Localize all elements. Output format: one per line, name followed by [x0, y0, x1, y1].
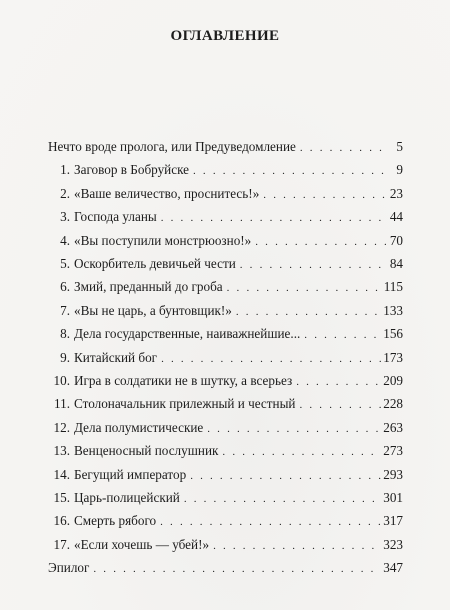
toc-dot-leader [184, 489, 381, 509]
toc-entry-number: 15. [53, 490, 70, 505]
toc-entry [48, 465, 403, 485]
toc-dot-leader [296, 372, 381, 392]
toc-entry-number: 10. [53, 373, 70, 388]
toc-entry-number: 11. [54, 396, 70, 412]
toc-entry-label [48, 418, 205, 438]
toc-dot-leader [227, 278, 382, 298]
toc-entry-number: 8. [60, 326, 70, 342]
toc-entry [48, 277, 403, 297]
toc-entry-title: Нечто вроде пролога, или Предуведомление [48, 139, 296, 154]
toc-entry-number: 4. [60, 232, 70, 248]
toc-page-number: 115 [383, 279, 403, 295]
toc-entry-label [48, 394, 298, 414]
toc-entry-title: Заговор в Бобруйске [74, 162, 190, 178]
toc-entry-title: Эпилог [48, 560, 90, 576]
toc-entry [48, 535, 403, 555]
toc-entry-number: 6. [60, 279, 70, 295]
toc-entry-label [48, 558, 91, 578]
toc-entry-title: «Ваше величество, проснитесь!» [74, 185, 260, 201]
toc-entry [48, 371, 403, 391]
toc-entry-title: Дела полумистические [74, 419, 204, 435]
toc-page-number: 347 [383, 560, 403, 576]
toc-page-number: 133 [383, 302, 403, 318]
toc-entry-title: Столоначальник прилежный и честный [74, 396, 296, 412]
toc-page-number: 44 [389, 209, 403, 225]
toc-dot-leader [193, 161, 387, 181]
toc-entry-number: 13. [53, 443, 70, 459]
toc-entry-title: Игра в солдатики не в шутку, а всерьез [74, 373, 293, 388]
toc-dot-leader [300, 395, 382, 415]
toc-entry-number: 9. [60, 349, 70, 365]
toc-dot-leader [207, 419, 381, 439]
toc-entry [48, 160, 403, 180]
toc-entry [48, 301, 403, 321]
toc-entry-label [48, 137, 298, 157]
toc-entry-label [48, 160, 191, 180]
toc-entry-number: 17. [53, 536, 70, 552]
toc-dot-leader [240, 255, 387, 275]
toc-page-number: 70 [389, 232, 403, 248]
toc-entry-label [48, 184, 261, 204]
toc-entry-label [48, 254, 238, 274]
toc-dot-leader [222, 442, 381, 462]
toc-entry-number: 14. [53, 466, 70, 482]
toc-entry-label [48, 348, 159, 368]
toc-page-number: 228 [383, 396, 403, 412]
toc-entry-label [48, 207, 159, 227]
toc-entry-title: Царь-полицейский [74, 490, 180, 505]
toc-entry [48, 137, 403, 157]
toc-page-number: 301 [383, 490, 403, 505]
toc-page-number: 156 [383, 326, 403, 342]
toc-page-number: 317 [383, 513, 403, 529]
toc-entry-title: Бегущий император [74, 466, 187, 482]
toc-entry [48, 441, 403, 461]
toc-page-number: 23 [389, 185, 403, 201]
toc-entry-number: 12. [53, 419, 70, 435]
toc-entry-label [48, 488, 182, 508]
toc-entry-title: Господа уланы [74, 209, 157, 225]
toc-dot-leader [304, 325, 381, 345]
toc-entry [48, 207, 403, 227]
toc-entry [48, 511, 403, 531]
toc-entry [48, 254, 403, 274]
toc-entry-number: 1. [60, 162, 70, 178]
toc-dot-leader [160, 512, 381, 532]
toc-page-number: 293 [383, 466, 403, 482]
toc-entry-number: 3. [60, 209, 70, 225]
toc-entry-number: 16. [53, 513, 70, 529]
toc-entry [48, 394, 403, 414]
toc-entry-title: Венценосный послушник [74, 443, 219, 459]
toc-entry-title: «Вы не царь, а бунтовщик!» [74, 302, 232, 318]
toc-dot-leader [161, 208, 387, 228]
toc-dot-leader [161, 349, 381, 369]
toc-entry-title: «Если хочешь — убей!» [74, 536, 210, 552]
toc-dot-leader [263, 185, 387, 205]
toc-entry [48, 558, 403, 578]
toc-entry-number: 7. [60, 302, 70, 318]
toc-entry-title: Китайский бог [74, 349, 158, 365]
toc-entry-label [48, 535, 211, 555]
toc-entry [48, 418, 403, 438]
toc-entry-label [48, 231, 253, 251]
toc-page-number: 323 [383, 536, 403, 552]
toc-entry-label [48, 511, 158, 531]
toc-page-number: 5 [396, 139, 403, 154]
toc-page-number: 263 [383, 419, 403, 435]
toc-page-number: 9 [396, 162, 403, 178]
toc-dot-leader [300, 138, 387, 158]
toc-entry-label [48, 441, 220, 461]
toc-entry-number: 5. [60, 256, 70, 271]
toc-entry [48, 324, 403, 344]
toc-dot-leader [236, 302, 381, 322]
toc-entry-title: Дела государственные, наиважнейшие... [74, 326, 301, 342]
toc-entry-title: Оскорбитель девичьей чести [74, 256, 236, 271]
toc-dot-leader [213, 536, 381, 556]
toc-entry-label [48, 465, 188, 485]
toc-entry-title: Смерть рябого [74, 513, 157, 529]
toc-entry-number: 2. [60, 185, 70, 201]
toc-entry-label [48, 324, 302, 344]
toc-entry [48, 184, 403, 204]
toc-entry-title: «Вы поступили монстрюозно!» [74, 232, 252, 248]
toc-dot-leader [93, 559, 381, 579]
page-title: ОГЛАВЛЕНИЕ [170, 28, 280, 44]
toc-entry-label [48, 277, 225, 297]
toc-dot-leader [190, 466, 381, 486]
toc-entry-label [48, 371, 294, 391]
toc-page-number: 209 [383, 373, 403, 388]
toc-page-number: 84 [389, 256, 403, 271]
toc-entry [48, 488, 403, 508]
toc-entry [48, 231, 403, 251]
toc-page-number: 273 [383, 443, 403, 459]
toc-entry [48, 348, 403, 368]
toc-entry-label [48, 301, 234, 321]
toc-dot-leader [255, 232, 387, 252]
toc-page-number: 173 [383, 349, 403, 365]
toc-entry-title: Змий, преданный до гроба [74, 279, 223, 295]
